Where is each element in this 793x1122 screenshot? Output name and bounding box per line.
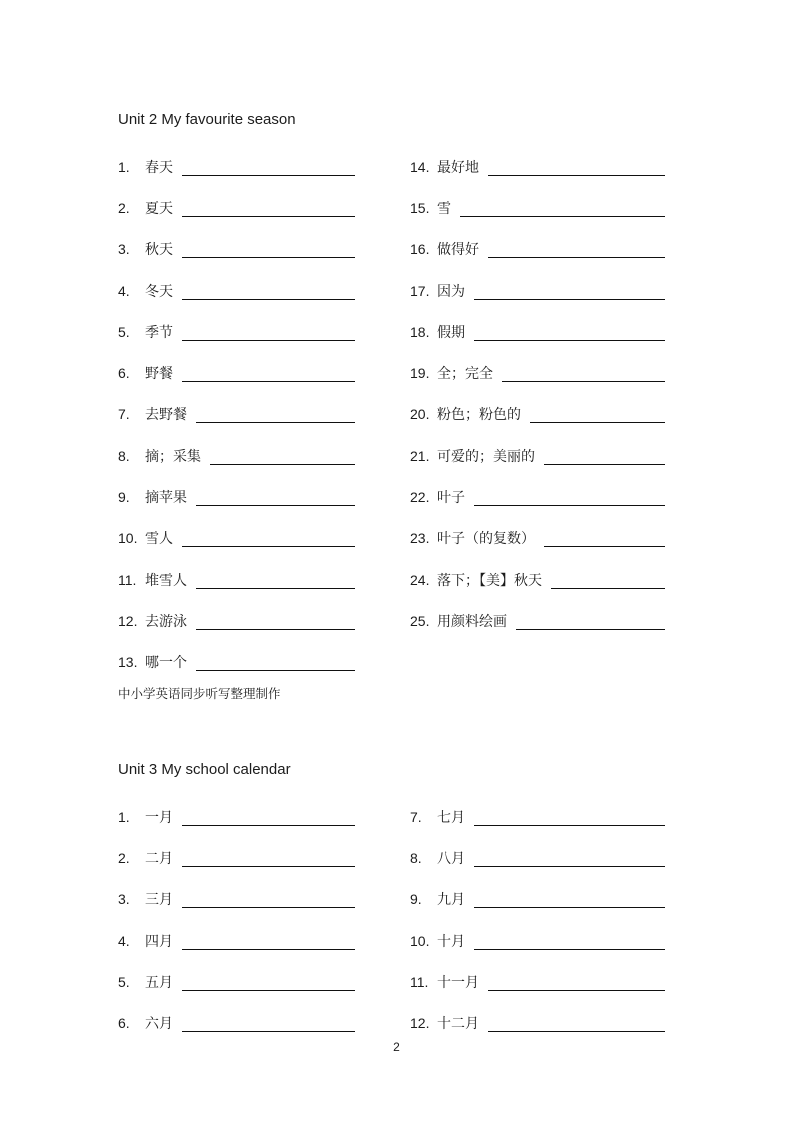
vocab-item-row	[118, 796, 355, 837]
item-chinese-label: 春天	[145, 158, 173, 175]
item-chinese-label: 假期	[437, 323, 465, 340]
vocab-item-row	[118, 352, 355, 393]
page-number: 2	[393, 1040, 400, 1054]
item-number: 12.	[118, 612, 138, 629]
vocab-item-row	[118, 229, 355, 270]
item-number: 25.	[410, 612, 430, 629]
vocab-item-row	[410, 352, 665, 393]
answer-blank-line	[210, 451, 355, 465]
answer-blank-line	[182, 936, 355, 950]
unit-2-section	[118, 110, 665, 701]
item-chinese-label: 十月	[437, 932, 465, 949]
item-number: 2.	[118, 849, 130, 866]
item-chinese-label: 做得好	[437, 241, 479, 258]
item-number: 17.	[410, 282, 430, 299]
vocab-item-row	[118, 837, 355, 878]
item-chinese-label: 最好地	[437, 158, 479, 175]
vocab-item-row	[410, 879, 665, 920]
item-chinese-label: 秋天	[145, 241, 173, 258]
item-number: 1.	[118, 808, 130, 825]
item-number: 7.	[410, 808, 422, 825]
unit-2-title: Unit 2 My favourite season	[118, 111, 296, 128]
answer-blank-line	[460, 203, 665, 217]
item-chinese-label: 因为	[437, 282, 465, 299]
item-number: 9.	[118, 489, 130, 506]
item-chinese-label: 全；完全	[437, 365, 493, 382]
item-chinese-label: 二月	[145, 849, 173, 866]
item-number: 5.	[118, 323, 130, 340]
vocab-item-row	[118, 146, 355, 187]
vocab-item-row	[410, 229, 665, 270]
item-chinese-label: 四月	[145, 932, 173, 949]
answer-blank-line	[544, 451, 665, 465]
item-number: 8.	[410, 849, 422, 866]
answer-blank-line	[196, 492, 355, 506]
vocab-item-row	[118, 518, 355, 559]
item-chinese-label: 可爱的；美丽的	[437, 447, 535, 464]
answer-blank-line	[182, 1018, 355, 1032]
item-number: 12.	[410, 1015, 430, 1032]
vocab-item-row	[410, 476, 665, 517]
answer-blank-line	[182, 894, 355, 908]
answer-blank-line	[182, 286, 355, 300]
vocab-item-row	[410, 518, 665, 559]
item-number: 16.	[410, 241, 430, 258]
vocab-item-row	[118, 1002, 355, 1043]
vocab-item-row	[118, 394, 355, 435]
item-chinese-label: 五月	[145, 973, 173, 990]
vocab-item-row	[410, 394, 665, 435]
item-chinese-label: 雪	[437, 199, 451, 216]
item-chinese-label: 摘苹果	[145, 489, 187, 506]
unit-2-columns	[118, 146, 665, 683]
item-number: 4.	[118, 932, 130, 949]
answer-blank-line	[474, 492, 665, 506]
item-chinese-label: 用颜料绘画	[437, 612, 507, 629]
item-chinese-label: 一月	[145, 808, 173, 825]
vocab-item-row	[118, 476, 355, 517]
vocab-item-row	[410, 270, 665, 311]
vocab-item-row	[410, 187, 665, 228]
answer-blank-line	[488, 1018, 665, 1032]
unit-3-left-column	[118, 796, 355, 1044]
answer-blank-line	[196, 657, 355, 671]
vocab-item-row	[410, 920, 665, 961]
unit-3-right-column	[410, 796, 665, 1044]
unit-3-section	[118, 760, 665, 1044]
item-number: 14.	[410, 158, 430, 175]
item-chinese-label: 九月	[437, 891, 465, 908]
vocab-item-row	[410, 837, 665, 878]
vocab-item-row	[118, 642, 355, 683]
credit-note: 中小学英语同步听写整理制作	[118, 686, 281, 701]
vocab-item-row	[118, 187, 355, 228]
item-number: 6.	[118, 1015, 130, 1032]
vocab-item-row	[410, 1002, 665, 1043]
item-number: 11.	[410, 973, 429, 990]
answer-blank-line	[474, 894, 665, 908]
answer-blank-line	[196, 575, 355, 589]
item-chinese-label: 堆雪人	[145, 571, 187, 588]
item-chinese-label: 冬天	[145, 282, 173, 299]
item-chinese-label: 野餐	[145, 365, 173, 382]
answer-blank-line	[474, 286, 665, 300]
vocab-item-row	[410, 961, 665, 1002]
item-number: 22.	[410, 489, 430, 506]
answer-blank-line	[182, 977, 355, 991]
unit-2-left-column	[118, 146, 355, 683]
answer-blank-line	[474, 936, 665, 950]
item-chinese-label: 叶子（的复数）	[437, 530, 535, 547]
unit-3-title: Unit 3 My school calendar	[118, 761, 291, 778]
answer-blank-line	[182, 368, 355, 382]
answer-blank-line	[182, 162, 355, 176]
item-chinese-label: 去游泳	[145, 612, 187, 629]
item-number: 23.	[410, 530, 430, 547]
item-number: 3.	[118, 241, 130, 258]
unit-2-right-column	[410, 146, 665, 683]
vocab-item-row	[118, 270, 355, 311]
answer-blank-line	[488, 977, 665, 991]
item-number: 3.	[118, 891, 130, 908]
item-number: 19.	[410, 365, 430, 382]
item-number: 18.	[410, 323, 430, 340]
answer-blank-line	[182, 853, 355, 867]
vocab-item-row	[410, 600, 665, 641]
item-chinese-label: 雪人	[145, 530, 173, 547]
item-chinese-label: 哪一个	[145, 654, 187, 671]
item-number: 21.	[410, 447, 430, 464]
item-number: 13.	[118, 654, 138, 671]
unit-3-columns	[118, 796, 665, 1044]
vocab-item-row	[410, 435, 665, 476]
vocab-item-row	[118, 559, 355, 600]
item-chinese-label: 十一月	[437, 973, 479, 990]
answer-blank-line	[474, 853, 665, 867]
answer-blank-line	[502, 368, 665, 382]
item-chinese-label: 七月	[437, 808, 465, 825]
item-number: 4.	[118, 282, 130, 299]
answer-blank-line	[544, 533, 665, 547]
item-number: 5.	[118, 973, 130, 990]
item-number: 20.	[410, 406, 430, 423]
vocab-item-row	[410, 796, 665, 837]
item-number: 8.	[118, 447, 130, 464]
item-chinese-label: 落下；【美】秋天	[437, 571, 542, 588]
item-number: 24.	[410, 571, 430, 588]
answer-blank-line	[488, 244, 665, 258]
answer-blank-line	[182, 203, 355, 217]
vocab-item-row	[410, 559, 665, 600]
item-chinese-label: 十二月	[437, 1015, 479, 1032]
item-chinese-label: 夏天	[145, 199, 173, 216]
answer-blank-line	[530, 409, 665, 423]
vocab-item-row	[118, 435, 355, 476]
vocab-item-row	[118, 920, 355, 961]
item-number: 10.	[118, 530, 138, 547]
vocab-item-row	[118, 311, 355, 352]
item-chinese-label: 叶子	[437, 489, 465, 506]
item-chinese-label: 摘；采集	[145, 447, 201, 464]
item-chinese-label: 六月	[145, 1015, 173, 1032]
item-chinese-label: 季节	[145, 323, 173, 340]
answer-blank-line	[474, 812, 665, 826]
vocab-item-row	[410, 311, 665, 352]
answer-blank-line	[182, 533, 355, 547]
answer-blank-line	[182, 327, 355, 341]
vocab-item-row	[410, 146, 665, 187]
item-number: 1.	[118, 158, 130, 175]
item-number: 2.	[118, 199, 130, 216]
item-chinese-label: 粉色；粉色的	[437, 406, 521, 423]
answer-blank-line	[551, 575, 665, 589]
answer-blank-line	[196, 409, 355, 423]
item-number: 6.	[118, 365, 130, 382]
answer-blank-line	[196, 616, 355, 630]
item-number: 11.	[118, 571, 137, 588]
answer-blank-line	[182, 812, 355, 826]
vocab-item-row	[118, 961, 355, 1002]
answer-blank-line	[488, 162, 665, 176]
vocab-item-row	[118, 600, 355, 641]
item-number: 10.	[410, 932, 430, 949]
vocab-item-row	[118, 879, 355, 920]
answer-blank-line	[474, 327, 665, 341]
item-number: 7.	[118, 406, 130, 423]
item-chinese-label: 三月	[145, 891, 173, 908]
answer-blank-line	[516, 616, 665, 630]
answer-blank-line	[182, 244, 355, 258]
item-chinese-label: 八月	[437, 849, 465, 866]
item-number: 9.	[410, 891, 422, 908]
item-chinese-label: 去野餐	[145, 406, 187, 423]
item-number: 15.	[410, 199, 430, 216]
